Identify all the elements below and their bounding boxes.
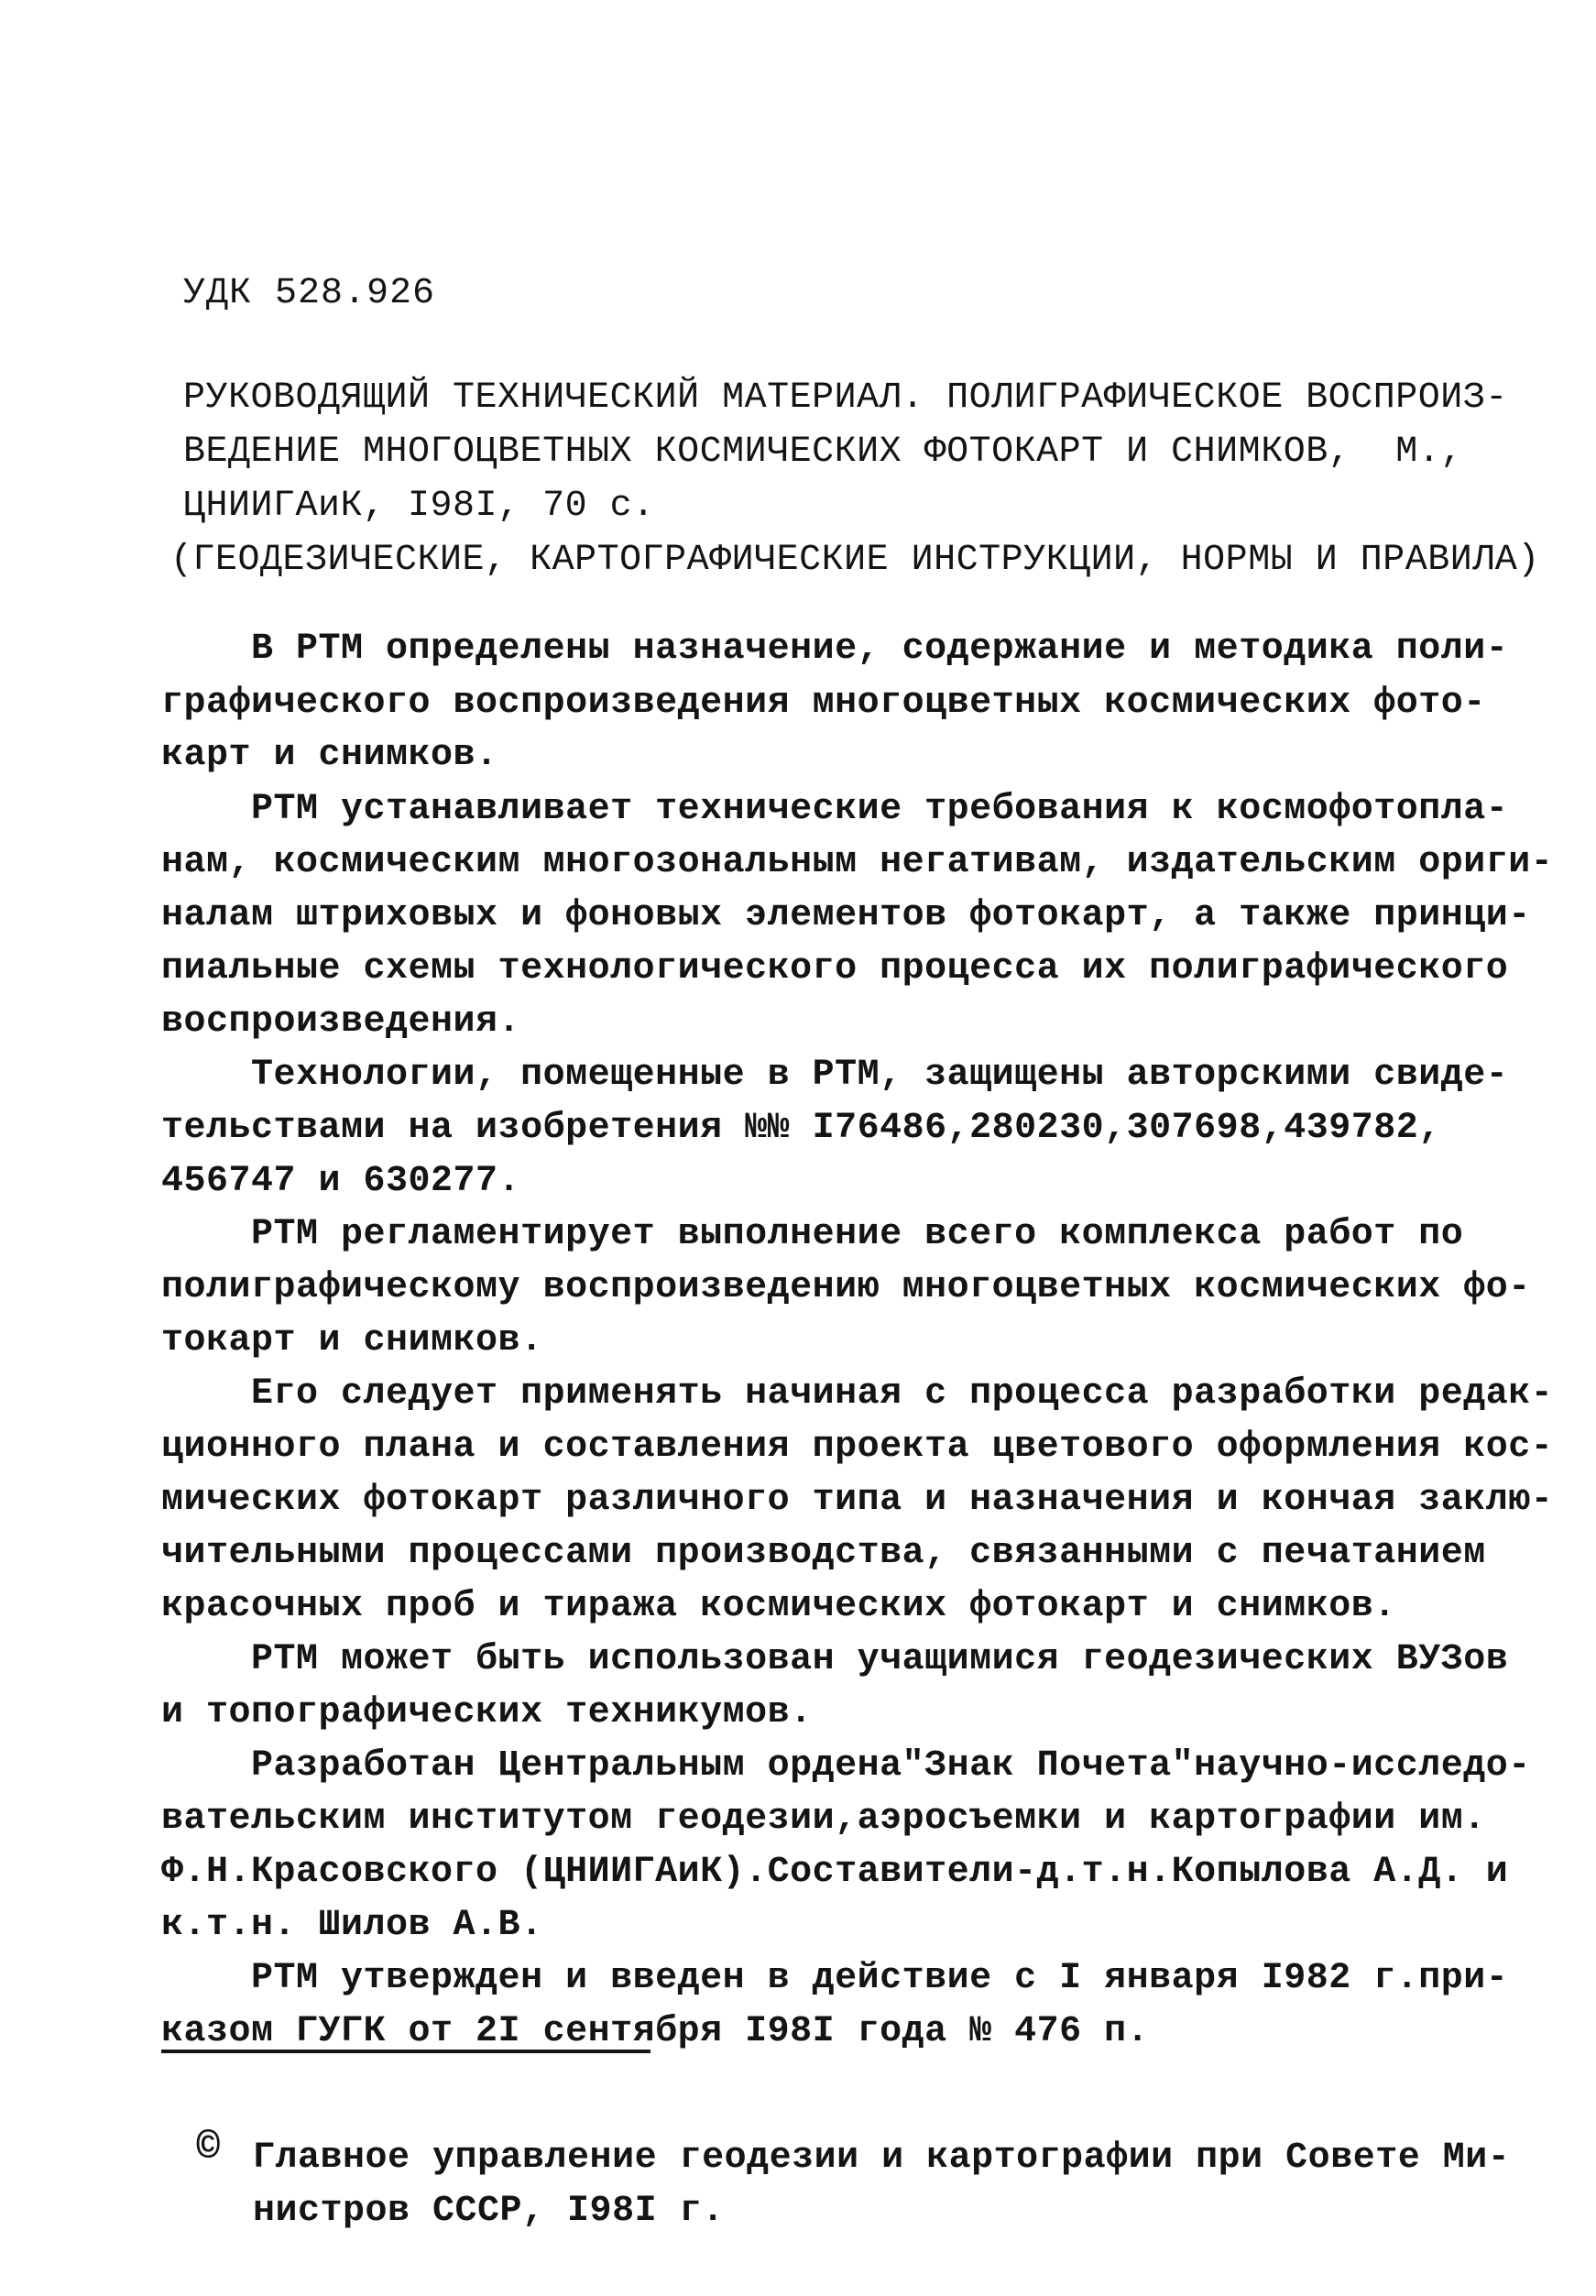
body-line: пиальные схемы технологического процесса их полиграфического: [161, 948, 1509, 989]
body-line: карт и снимков.: [161, 735, 498, 776]
body-line: токарт и снимков.: [161, 1320, 543, 1361]
body-line: РТМ утвержден и введен в действие с I января I982 г.при-: [161, 1958, 1509, 1999]
title-line-4: (ГЕОДЕЗИЧЕСКИЕ, КАРТОГРАФИЧЕСКИЕ ИНСТРУКЦИИ, НОРМЫ И ПРАВИЛА): [170, 540, 1540, 581]
body-line: В РТМ определены назначение, содержание и методика поли-: [161, 629, 1509, 670]
body-line: к.т.н. Шилов А.В.: [161, 1905, 543, 1946]
footnote-divider: [161, 2050, 650, 2053]
body-line: Его следует применять начиная с процесса разработки редак-: [161, 1373, 1554, 1415]
body-line: мических фотокарт различного типа и назначения и кончая заклю-: [161, 1480, 1554, 1521]
title-line-2: ВЕДЕНИЕ МНОГОЦВЕТНЫХ КОСМИЧЕСКИХ ФОТОКАРТ И СНИМКОВ, М.,: [183, 432, 1463, 473]
body-line: полиграфическому воспроизведению многоцветных космических фо-: [161, 1267, 1531, 1308]
body-line: Ф.Н.Красовского (ЦНИИГАиК).Составители-д.т.н.Копылова А.Д. и: [161, 1852, 1509, 1893]
body-line: Разработан Центральным ордена"Знак Почета"научно-исследо-: [161, 1745, 1531, 1787]
body-line: и топографических техникумов.: [161, 1692, 813, 1733]
body-line: графического воспроизведения многоцветных космических фото-: [161, 683, 1486, 724]
body-line: воспроизведения.: [161, 1001, 521, 1043]
body-line: нам, космическим многозональным негативам, издательским ориги-: [161, 842, 1554, 883]
body-line: чительными процессами производства, связанными с печатанием: [161, 1533, 1486, 1574]
footnote-line-2: нистров СССР, I98I г.: [253, 2191, 725, 2232]
title-line-1: РУКОВОДЯЩИЙ ТЕХНИЧЕСКИЙ МАТЕРИАЛ. ПОЛИГРАФИЧЕСКОЕ ВОСПРОИЗ-: [183, 377, 1508, 419]
body-line: РТМ может быть использован учащимися геодезических ВУЗов: [161, 1639, 1509, 1680]
body-line: казом ГУГК от 2I сентября I98I года № 476 п.: [161, 2011, 1150, 2052]
title-line-3: ЦНИИГАиК, I98I, 70 с.: [183, 486, 655, 527]
body-line: налам штриховых и фоновых элементов фотокарт, а также принци-: [161, 895, 1531, 936]
body-line: ционного плана и составления проекта цветового оформления кос-: [161, 1427, 1554, 1468]
body-line: Технологии, помещенные в РТМ, защищены авторскими свиде-: [161, 1055, 1509, 1096]
body-line: красочных проб и тиража космических фотокарт и снимков.: [161, 1586, 1396, 1627]
udk-code: УДК 528.926: [183, 273, 436, 314]
body-line: РТМ устанавливает технические требования к космофотопла-: [161, 789, 1509, 830]
body-line: 456747 и 630277.: [161, 1161, 521, 1202]
body-line: вательским институтом геодезии,аэросъемки и картографии им.: [161, 1799, 1486, 1840]
body-line: РТМ регламентирует выполнение всего комплекса работ по: [161, 1214, 1464, 1255]
copyright-icon: ©: [196, 2126, 221, 2171]
body-line: тельствами на изобретения №№ I76486,280230,307698,439782,: [161, 1108, 1441, 1149]
footnote-line-1: Главное управление геодезии и картографии при Совете Ми-: [253, 2137, 1511, 2179]
